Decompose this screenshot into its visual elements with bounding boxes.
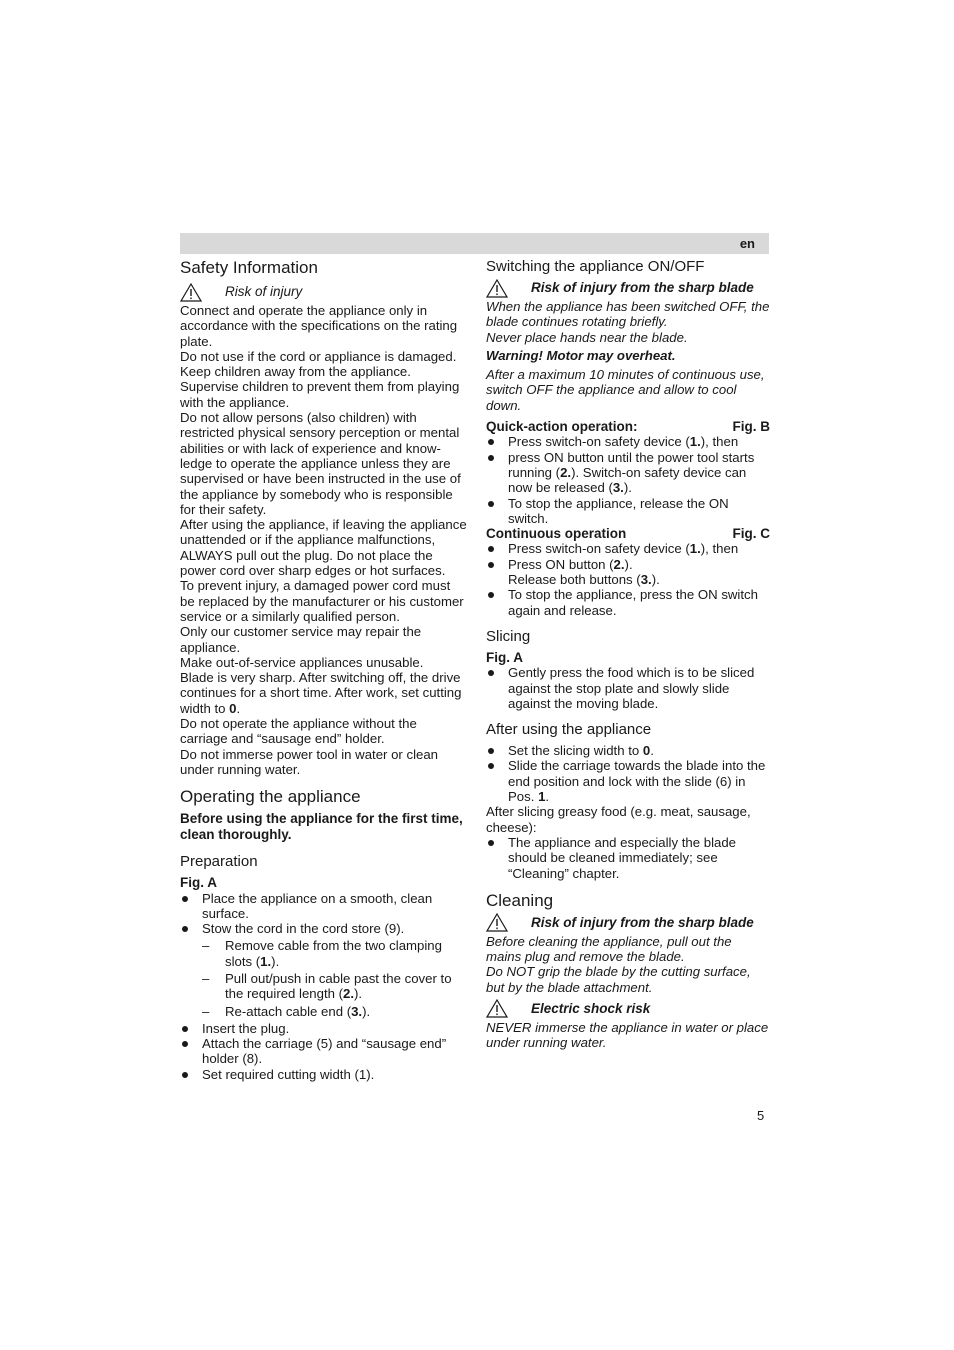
item-end: ), then [700, 541, 739, 557]
list-item: Set required cutting width (1). [180, 1067, 467, 1082]
item-end: ). [624, 556, 633, 572]
list-item [486, 758, 770, 804]
operating-title: Operating the appliance [180, 787, 361, 807]
language-bar [180, 233, 769, 254]
list-item [486, 450, 770, 496]
right-column [486, 258, 770, 1051]
sub-bold: 1. [260, 953, 272, 969]
preparation-list [180, 891, 467, 1083]
safety-paragraph: Make out-of-service appliances unusable. [180, 654, 424, 670]
quick-action-heading [486, 419, 770, 434]
list-item [486, 541, 770, 556]
cleaning-title: Cleaning [486, 890, 554, 910]
safety-paragraph: Supervise children to prevent them from playing with the appliance. [180, 379, 460, 410]
safety-paragraph: To prevent injury, a damaged power cord must be replaced by the manufacturer or his customer service or a similarly qualified person. [180, 578, 464, 624]
after-use-list-2 [486, 835, 770, 881]
item-end: ). [623, 480, 632, 496]
quick-action-list [486, 434, 770, 526]
warning-triangle-icon [486, 913, 508, 932]
item-bold: 1. [689, 541, 701, 557]
shock-note: NEVER immerse the appliance in water or place under running water. [486, 1019, 769, 1051]
sub-list-item [180, 1004, 467, 1019]
item-bold: 2. [613, 556, 625, 572]
fig-c-label: Fig. C [732, 526, 770, 542]
switch-note: When the appliance has been switched OFF, the blade continues rotating briefly. [486, 299, 770, 330]
switch-note: Never place hands near the blade. [486, 329, 688, 345]
continuous-list [486, 541, 770, 617]
list-item: Place the appliance on a smooth, clean surface. [180, 891, 467, 922]
motor-warning: Warning! Motor may overheat. [486, 347, 676, 363]
clean-risk-label: Risk of injury from the sharp blade [531, 915, 754, 931]
list-item: The appliance and especially the blade should be cleaned immediately; see “Cleaning” chapter. [486, 835, 770, 881]
list-item [486, 434, 770, 449]
continuous-heading [486, 526, 770, 541]
item-text: Press ON button ( [508, 556, 614, 572]
switch-title: Switching the appliance ON/OFF [486, 258, 705, 275]
clean-risk-warning [486, 913, 770, 933]
blade-text: Blade is very sharp. After switching off, the drive continues for a short time. After work, set cutting width to [180, 670, 462, 716]
warning-triangle-icon [486, 279, 508, 298]
safety-paragraph: Do not use if the cord or appliance is damaged. [180, 348, 457, 364]
item-bold: 1. [689, 434, 701, 450]
after-use-title: After using the appliance [486, 721, 652, 739]
quick-action-label: Quick-action operation: [486, 419, 638, 435]
fig-a-label: Fig. A [180, 875, 217, 891]
item-text: Press switch-on safety device ( [508, 434, 690, 450]
list-item: Gently press the food which is to be sliced against the stop plate and slowly slide against the moving blade. [486, 665, 770, 711]
risk-blade-warning [486, 278, 770, 298]
item-bold: 3. [640, 572, 652, 588]
item-text: Release both buttons ( [508, 572, 641, 588]
blade-bold: 0 [229, 700, 237, 716]
blade-paragraph [180, 670, 467, 716]
item-bold: 0 [642, 743, 651, 759]
list-item: Insert the plug. [180, 1021, 467, 1036]
safety-paragraph: Only our customer service may repair the appliance. [180, 624, 422, 655]
sub-end: ). [271, 953, 280, 969]
sub-bold: 2. [343, 986, 355, 1002]
sub-text: Pull out/push in cable past the cover to the required length ( [225, 970, 452, 1002]
sub-text: Re-attach cable end ( [225, 1003, 352, 1019]
item-end: ), then [700, 434, 739, 450]
slicing-list [486, 665, 770, 711]
page-number: 5 [757, 1108, 765, 1123]
item-text: Slide the carriage towards the blade into the end position and lock with the slide (6) in Pos. [508, 758, 766, 805]
item-end: ). [651, 572, 660, 588]
left-column [180, 258, 467, 1082]
list-item: To stop the appliance, release the ON switch. [486, 496, 770, 527]
item-text: press ON button until the power tool starts running ( [508, 449, 755, 480]
list-item [486, 557, 770, 588]
item-bold: 2. [560, 464, 572, 480]
after-use-list [486, 743, 770, 804]
shock-risk-label: Electric shock risk [531, 1001, 651, 1017]
risk-injury-warning [180, 282, 467, 302]
language-code: en [739, 236, 755, 251]
preparation-title: Preparation [180, 853, 258, 871]
clean-note: Before cleaning the appliance, pull out the mains plug and remove the blade. [486, 933, 732, 965]
safety-paragraph: Connect and operate the appliance only in accordance with the specifications on the rating plate. [180, 303, 458, 349]
safety-paragraph: Do not allow persons (also children) with restricted physical sensory perception or mental abilities or with lack of experience and know-ledge to operate the appliance unless they are supervised or have been instructed in the use of the appliance by somebody who is responsible for their safety. [180, 410, 461, 517]
item-end: . [545, 789, 550, 805]
safety-paragraph: Do not operate the appliance without the carriage and “sausage end” holder. [180, 716, 417, 747]
sub-end: ). [362, 1003, 371, 1019]
safety-title: Safety Information [180, 258, 318, 277]
list-item: Attach the carriage (5) and “sausage end” holder (8). [180, 1036, 467, 1067]
item-text: ). Switch-on safety device can now be released ( [508, 464, 747, 496]
risk-injury-label: Risk of injury [225, 284, 303, 300]
sub-end: ). [354, 986, 363, 1002]
sub-list-item [180, 938, 467, 969]
item-text: Press switch-on safety device ( [508, 541, 690, 557]
safety-paragraph: After using the appliance, if leaving the appliance unattended or if the appliance malfunctions, ALWAYS pull out the plug. Do not place the power cord over sharp edges or hot surfaces. [180, 517, 467, 579]
risk-blade-label: Risk of injury from the sharp blade [531, 280, 754, 296]
list-item [486, 743, 770, 758]
item-bold: 3. [612, 480, 624, 496]
safety-paragraph: Keep children away from the appliance. [180, 364, 411, 380]
list-item: To stop the appliance, press the ON switch again and release. [486, 587, 770, 618]
sub-text: Remove cable from the two clamping slots ( [225, 938, 442, 969]
safety-paragraph: Do not immerse power tool in water or clean under running water. [180, 746, 438, 777]
after-use-note: After slicing greasy food (e.g. meat, sausage, cheese): [486, 804, 751, 835]
clean-note: Do NOT grip the blade by the cutting surface, but by the blade attachment. [486, 964, 751, 995]
item-end: . [650, 743, 654, 759]
fig-a-label: Fig. A [486, 649, 523, 665]
operating-note: Before using the appliance for the first time, clean thoroughly. [180, 811, 463, 843]
item-bold: 1 [538, 789, 546, 805]
fig-b-label: Fig. B [732, 419, 770, 435]
continuous-label: Continuous operation [486, 526, 627, 542]
shock-risk-warning [486, 999, 770, 1019]
list-item: Stow the cord in the cord store (9). [180, 921, 467, 936]
sub-bold: 3. [351, 1003, 363, 1019]
warning-triangle-icon [180, 283, 202, 302]
warning-triangle-icon [486, 999, 508, 1018]
blade-end: . [236, 700, 241, 716]
item-text: Set the slicing width to [508, 743, 643, 759]
motor-note: After a maximum 10 minutes of continuous use, switch OFF the appliance and allow to cool down. [486, 367, 765, 413]
slicing-title: Slicing [486, 627, 531, 645]
sub-list-item [180, 971, 467, 1002]
